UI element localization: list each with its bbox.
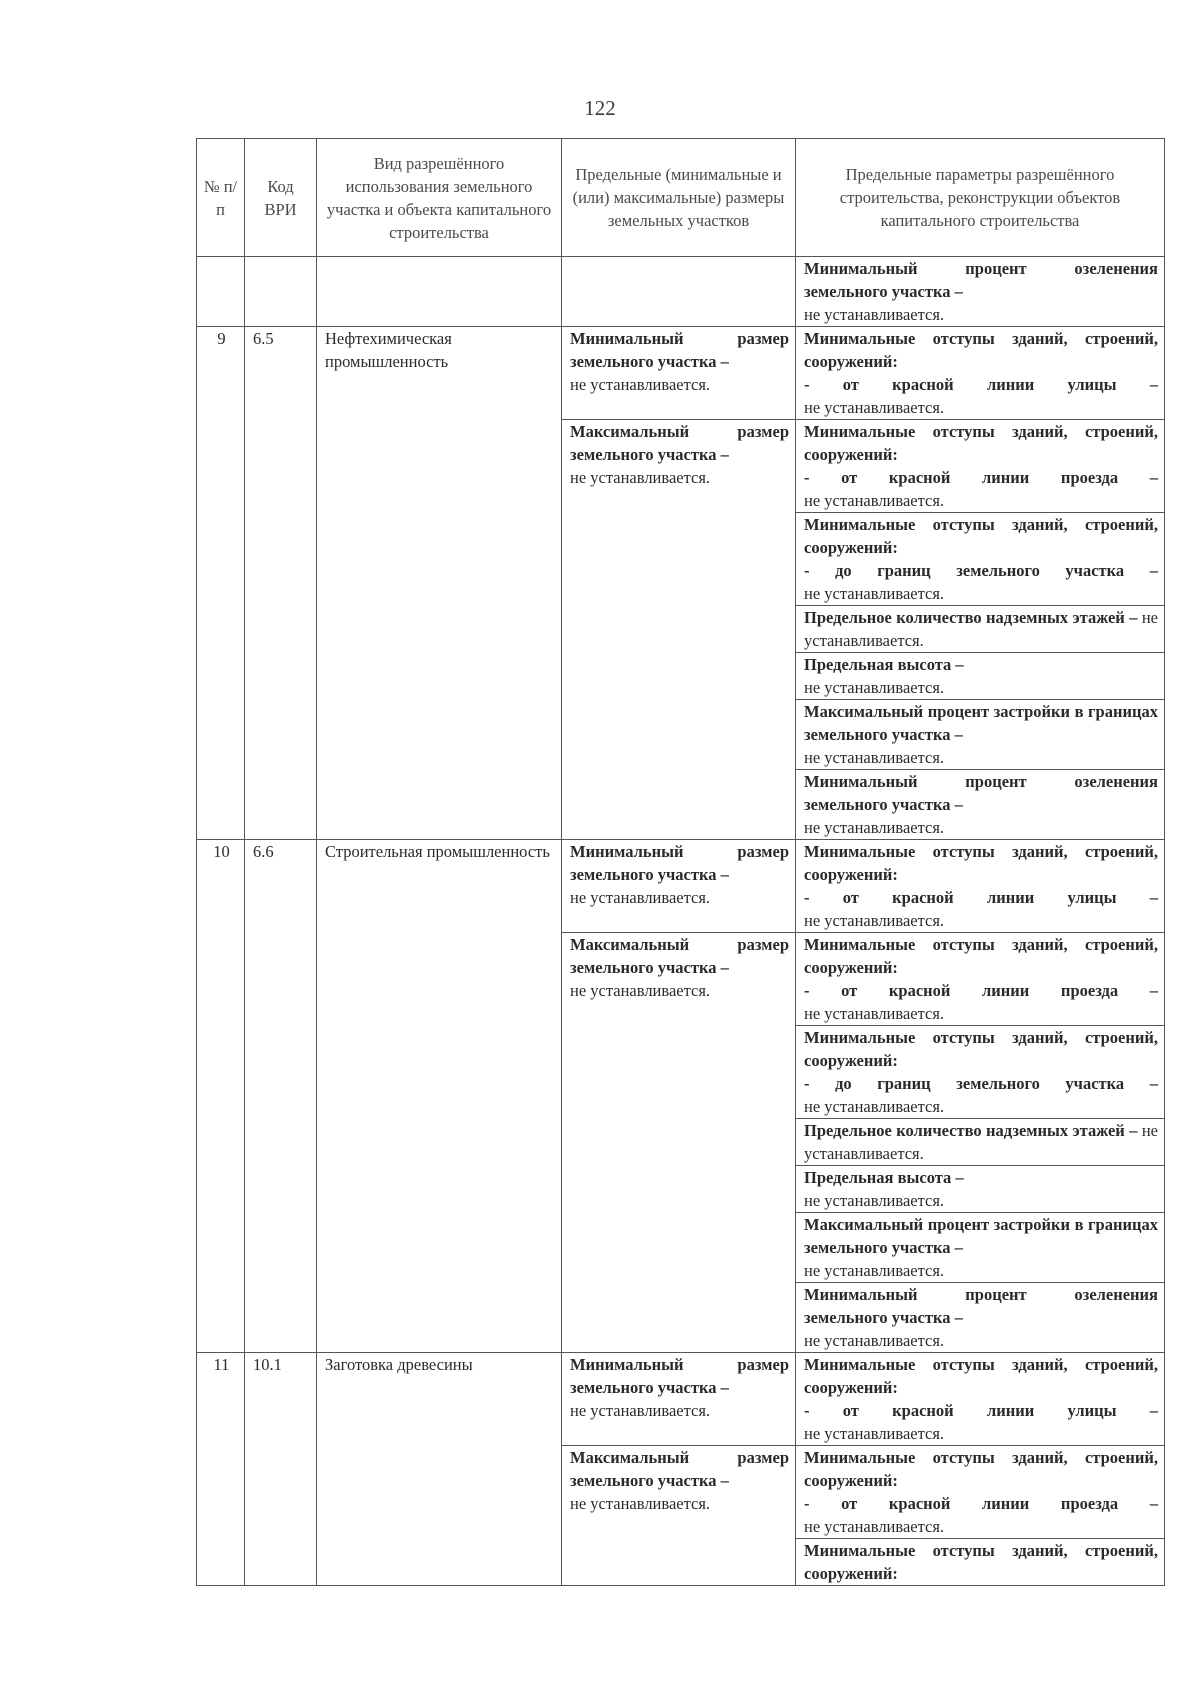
green-percent-cell: Минимальный процент озеленения земельного участка – не устанавливается. [796, 1283, 1165, 1353]
header-code: Код ВРИ [245, 139, 317, 257]
row-use: Строительная промышленность [317, 840, 562, 1353]
header-use: Вид разрешённого использования земельного участка и объекта капитального строительства [317, 139, 562, 257]
header-num: № п/п [197, 139, 245, 257]
setbacks-street-cell: Минимальные отступы зданий, строений, сооружений: - от красной линии улицы – не устанавливается. [796, 327, 1165, 420]
min-size-cell: Минимальный размер земельного участка – не устанавливается. [562, 1353, 796, 1446]
row-code: 6.5 [245, 327, 317, 840]
row-code: 10.1 [245, 1353, 317, 1586]
table-row [197, 327, 1165, 420]
floors-cell: Предельное количество надземных этажей – не устанавливается. [796, 606, 1165, 653]
regulations-table [196, 138, 1165, 1586]
setbacks-boundary-cell: Минимальные отступы зданий, строений, сооружений: - до границ земельного участка – не устанавливается. [796, 513, 1165, 606]
max-size-cell: Максимальный размер земельного участка – не устанавливается. [562, 933, 796, 1353]
build-percent-cell: Максимальный процент застройки в границах земельного участка – не устанавливается. [796, 700, 1165, 770]
row-number: 10 [197, 840, 245, 1353]
setbacks-passage-cell: Минимальные отступы зданий, строений, сооружений: - от красной линии проезда – не устанавливается. [796, 933, 1165, 1026]
min-size-cell: Минимальный размер земельного участка – не устанавливается. [562, 327, 796, 420]
setbacks-street-cell: Минимальные отступы зданий, строений, сооружений: - от красной линии улицы – не устанавливается. [796, 840, 1165, 933]
setbacks-boundary-cell: Минимальные отступы зданий, строений, сооружений: - до границ земельного участка – не устанавливается. [796, 1026, 1165, 1119]
row-number: 9 [197, 327, 245, 840]
row-code: 6.6 [245, 840, 317, 1353]
green-percent-cell: Минимальный процент озеленения земельного участка – не устанавливается. [796, 257, 1165, 327]
height-cell: Предельная высота – не устанавливается. [796, 1166, 1165, 1213]
row-number: 11 [197, 1353, 245, 1586]
table-row [197, 257, 1165, 327]
setbacks-passage-cell: Минимальные отступы зданий, строений, сооружений: - от красной линии проезда – не устанавливается. [796, 420, 1165, 513]
build-percent-cell: Максимальный процент застройки в границах земельного участка – не устанавливается. [796, 1213, 1165, 1283]
table-row [197, 1353, 1165, 1446]
row-use: Заготовка древесины [317, 1353, 562, 1586]
table-row [197, 840, 1165, 933]
page-number: 122 [584, 96, 616, 120]
height-cell: Предельная высота – не устанавливается. [796, 653, 1165, 700]
row-use: Нефтехимическая промышленность [317, 327, 562, 840]
floors-cell: Предельное количество надземных этажей – не устанавливается. [796, 1119, 1165, 1166]
setbacks-label-cell: Минимальные отступы зданий, строений, сооружений: [796, 1539, 1165, 1586]
max-size-cell: Максимальный размер земельного участка – не устанавливается. [562, 420, 796, 840]
table-header-row [197, 139, 1165, 257]
header-params: Предельные параметры разрешённого строительства, реконструкции объектов капитального строительства [796, 139, 1165, 257]
min-size-cell: Минимальный размер земельного участка – не устанавливается. [562, 840, 796, 933]
header-sizes: Предельные (минимальные и (или) максимальные) размеры земельных участков [562, 139, 796, 257]
max-size-cell: Максимальный размер земельного участка – не устанавливается. [562, 1446, 796, 1586]
setbacks-passage-cell: Минимальные отступы зданий, строений, сооружений: - от красной линии проезда – не устанавливается. [796, 1446, 1165, 1539]
setbacks-street-cell: Минимальные отступы зданий, строений, сооружений: - от красной линии улицы – не устанавливается. [796, 1353, 1165, 1446]
green-percent-cell: Минимальный процент озеленения земельного участка – не устанавливается. [796, 770, 1165, 840]
